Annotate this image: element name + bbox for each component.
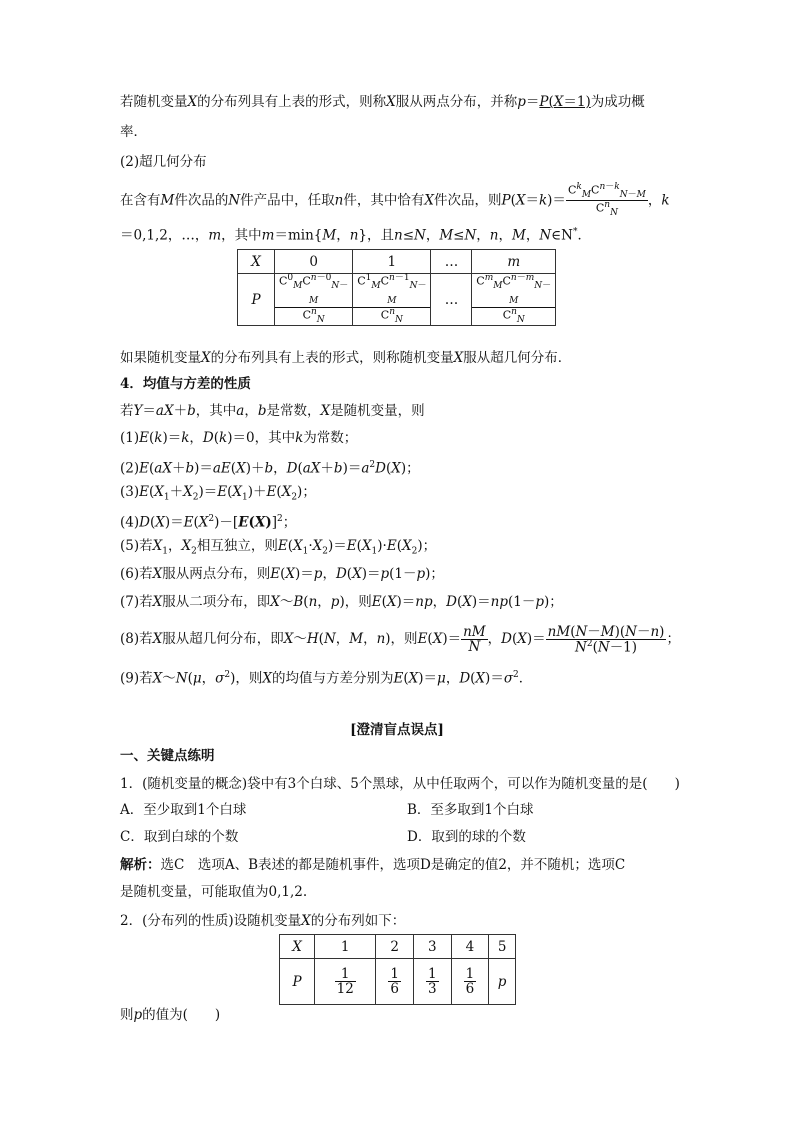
question-2-distribution-table (279, 934, 516, 1005)
hypergeometric-distribution-table (237, 249, 556, 326)
hypergeometric-definition-line-2: ＝0,1,2，…，m，其中m＝min{M，n}，且n≤N，M≤N，n，M，N∈N*． (120, 227, 591, 244)
property-item: (2)E(aX＋b)＝aE(X)＋b，$D(aX+b)=a^2D(X)$； (120, 460, 420, 477)
question-1-option-a: A．至少取到1个白球 (120, 802, 247, 818)
two-point-definition-line: 若随机变量X的分布列具有上表的形式，则称X服从两点分布，并称p＝P(X＝1)为成功概 (120, 94, 645, 110)
question-2-ask: 则p的值为( ) (120, 1007, 221, 1023)
table-cell: $\frac{1}{12}$ (315, 959, 376, 1005)
table-cell: p (489, 959, 516, 1005)
hypergeometric-probability-formula: $\frac{C^k_MC^{n-k}_{N-M}}{C^n_N}$ (567, 182, 646, 219)
table-header-cell: 1 (353, 250, 431, 274)
table-cell: $\frac{1}{3}$ (414, 959, 452, 1005)
property-item: (7)若X服从二项分布，即X～B(n，p)，则E(X)＝np，D(X)＝np(1－p)； (120, 594, 563, 610)
table-header-cell: m (472, 250, 556, 274)
hypergeometric-conclusion: 如果随机变量X的分布列具有上表的形式，则称随机变量X服从超几何分布． (120, 350, 572, 366)
two-point-definition-line-2: 率． (120, 124, 147, 140)
table-cell: … (431, 274, 472, 326)
table-header-x: X (238, 250, 275, 274)
hypergeometric-definition-line: 在含有M件次品的N件产品中，任取n件，其中恰有X件次品，则P(X＝k)＝ $\frac{C^k_MC^{n-k}_{N-M}}{C^n_N}$ ，k (120, 182, 670, 219)
table-header-x: X (280, 935, 315, 959)
property-item: (8)若X服从超几何分布，即X～H(N，M，n)，则E(X)＝ $\frac{nM}{N}$ ，D(X)＝ $\frac{nM(N-M)(N-n)}{N^2(N-1)}$ ； (120, 623, 680, 656)
table-header-cell: … (431, 250, 472, 274)
question-1-option-d: D．取到的球的个数 (407, 829, 526, 845)
property-item: (1)E(k)＝k，D(k)＝0，其中k为常数； (120, 430, 358, 446)
property-item: (6)若X服从两点分布，则E(X)＝p，D(X)＝p(1－p)； (120, 566, 444, 582)
table-header-p: P (280, 959, 315, 1005)
property-item: $(3)E(X_1+X_2)=E(X_1)+E(X_2)$； (120, 484, 316, 503)
question-2-stem: 2．(分布列的性质)设随机变量X的分布列如下： (120, 913, 406, 929)
property-item: (5)若$X_1$，$X_2$相互独立，则$E(X_1\cdot X_2)=E(X_1)\cdot E(X_2)$； (120, 538, 437, 557)
section-subtitle: 一、关键点练明 (120, 748, 215, 764)
question-1-solution-line-2: 是随机变量，可能取值为0,1,2. (120, 884, 308, 900)
table-header-p: P (238, 274, 275, 326)
table-header-cell: 2 (376, 935, 414, 959)
table-cell: $\frac{1}{6}$ (451, 959, 489, 1005)
table-cell: $\frac{C^0_MC^{n-0}_{N-M}}{C^n_N}$ (275, 274, 353, 326)
question-1-stem: 1．(随机变量的概念)袋中有3个白球、5个黑球，从中任取两个，可以作为随机变量的是( ) (120, 776, 680, 792)
table-header-cell: 5 (489, 935, 516, 959)
property-item: $(4)D(X)=E(X^2)-[E(X)]^2$； (120, 514, 297, 531)
section-title: [澄清盲点误点] (350, 722, 444, 738)
question-1-option-b: B．至多取到1个白球 (407, 802, 534, 818)
table-cell: $\frac{1}{6}$ (376, 959, 414, 1005)
properties-heading: 4．均值与方差的性质 (120, 376, 251, 392)
table-header-cell: 0 (275, 250, 353, 274)
hypergeometric-heading: (2)超几何分布 (120, 154, 207, 170)
question-1-solution: 解析：选C 选项A、B表述的都是随机事件，选项D是确定的值2，并不随机；选项C (120, 857, 626, 873)
table-header-cell: 1 (315, 935, 376, 959)
table-cell: $\frac{C^1_MC^{n-1}_{N-M}}{C^n_N}$ (353, 274, 431, 326)
property-item: (9)若X～N(μ，$\sigma^2$)，则X的均值与方差分别为E(X)＝μ，$D(X)=\sigma^2$． (120, 670, 533, 687)
question-1-option-c: C．取到白球的个数 (120, 829, 239, 845)
table-header-cell: 4 (451, 935, 489, 959)
table-cell: $\frac{C^m_MC^{n-m}_{N-M}}{C^n_N}$ (472, 274, 556, 326)
properties-intro: 若Y＝aX＋b，其中a，b是常数，X是随机变量，则 (120, 403, 425, 419)
table-header-cell: 3 (414, 935, 452, 959)
